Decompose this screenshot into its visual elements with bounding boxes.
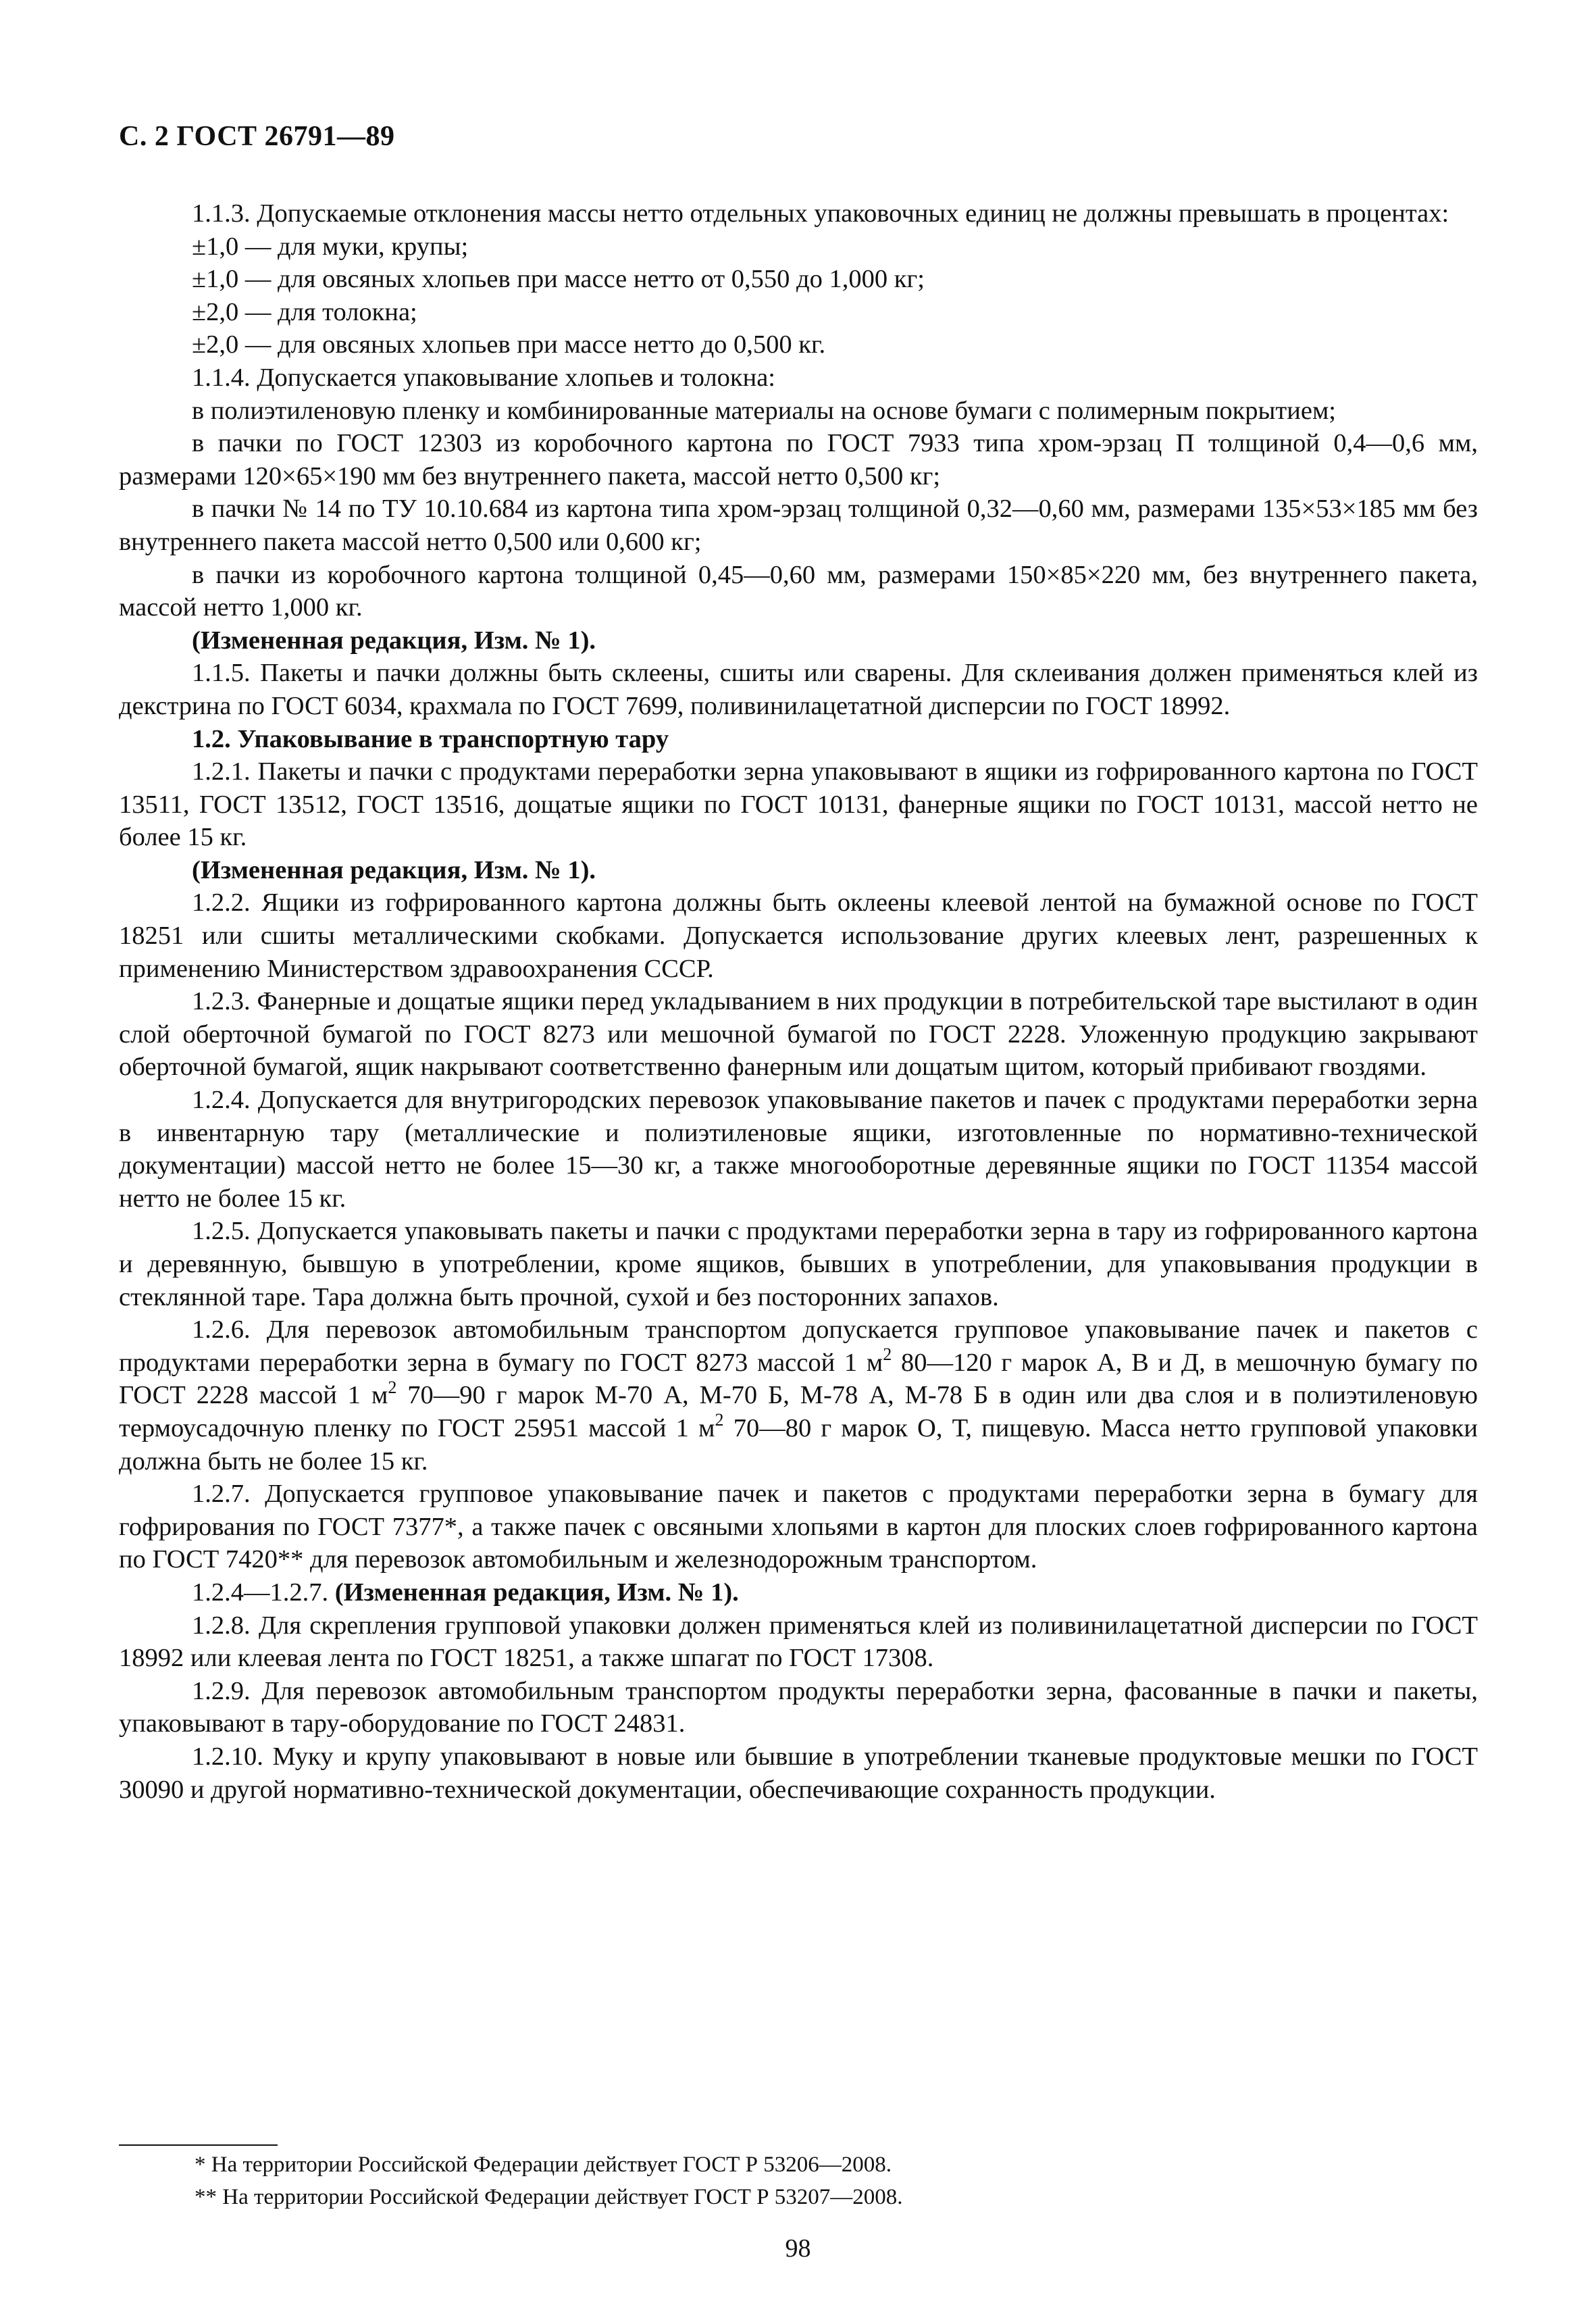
tolerance-oat-flakes-small: ±2,0 — для овсяных хлопьев при массе нетто до 0,500 кг. <box>192 330 826 359</box>
paragraph-1-2-2: 1.2.2. Ящики из гофрированного картона должны быть оклеены клеевой лентой на бумажной основе по ГОСТ 18251 или сшиты металлическими скобками. Допускается использование других клеевых лент, разрешенных к применению Министерством здравоохранения СССР. <box>119 888 1478 983</box>
page-header: С. 2 ГОСТ 26791—89 <box>119 121 395 152</box>
document-body <box>119 197 1478 1806</box>
paragraph-1-2-6: 1.2.6. Для перевозок автомобильным транспортом допускается групповое упаковывание пачек и пакетов с продуктами переработки зерна в бумагу по ГОСТ 8273 массой 1 $м^2$ 80—120 г марок А, В и Д, в мешочную бумагу по ГОСТ 2228 массой 1 $м^2$ 70—90 г марок М-70 А, М-70 Б, М-78 А, М-78 Б в один или два слоя и в полиэтиленовую термоусадочную пленку по ГОСТ 25951 массой 1 $м^2$ 70—80 г марок О, Т, пищевую. Масса нетто групповой упаковки должна быть не более 15 кг. <box>119 1315 1478 1476</box>
footnote-2: ** На территории Российской Федерации действует ГОСТ Р 53207—2008. <box>195 2185 903 2209</box>
paragraph-1-1-3: 1.1.3. Допускаемые отклонения массы нетто отдельных упаковочных единиц не должны превышать в процентах: <box>192 199 1449 228</box>
paragraph-1-1-4: 1.1.4. Допускается упаковывание хлопьев и толокна: <box>192 363 775 392</box>
amendment-note: (Измененная редакция, Изм. № 1). <box>192 626 596 655</box>
tolerance-flour: ±1,0 — для муки, крупы; <box>192 232 469 261</box>
paragraph-1-1-5: 1.1.5. Пакеты и пачки должны быть склеены, сшиты или сварены. Для склеивания должен применяться клей из декстрина по ГОСТ 6034, крахмала по ГОСТ 7699, поливинилацетатной дисперсии по ГОСТ 18992. <box>119 659 1478 720</box>
amendment-note: (Измененная редакция, Изм. № 1). <box>192 855 596 884</box>
paragraph-1-2-4: 1.2.4. Допускается для внутригородских перевозок упаковывание пакетов и пачек с продуктами переработки зерна в инвентарную тару (металлические и полиэтиленовые ящики, изготовленные по нормативно-технической документации) массой нетто не более 15—30 кг, а также многооборотные деревянные ящики по ГОСТ 11354 массой нетто не более 15 кг. <box>119 1086 1478 1213</box>
amendment-range-note: 1.2.4—1.2.7. (Измененная редакция, Изм. № 1). <box>192 1578 739 1607</box>
footnote-divider <box>119 2144 278 2146</box>
paragraph-1-2-3: 1.2.3. Фанерные и дощатые ящики перед укладыванием в них продукции в потребительской таре выстилают в один слой оберточной бумагой по ГОСТ 8273 или мешочной бумагой по ГОСТ 2228. Уложенную продукцию закрывают оберточной бумагой, ящик накрывают соответственно фанерным или дощатым щитом, который прибивают гвоздями. <box>119 987 1478 1082</box>
footnotes <box>195 2148 1478 2213</box>
paragraph-1-2-9: 1.2.9. Для перевозок автомобильным транспортом продукты переработки зерна, фасованные в пачки и пакеты, упаковывают в тару-оборудование по ГОСТ 24831. <box>119 1676 1478 1738</box>
paragraph-1-2-8: 1.2.8. Для скрепления групповой упаковки должен применяться клей из поливинилацетатной дисперсии по ГОСТ 18992 или клеевая лента по ГОСТ 18251, а также шпагат по ГОСТ 17308. <box>119 1611 1478 1673</box>
packaging-option-film: в полиэтиленовую пленку и комбинированные материалы на основе бумаги с полимерным покрытием; <box>192 396 1336 425</box>
tolerance-tolokno: ±2,0 — для толокна; <box>192 297 417 326</box>
paragraph-1-2-7: 1.2.7. Допускается групповое упаковывание пачек и пакетов с продуктами переработки зерна в бумагу для гофрирования по ГОСТ 7377*, а также пачек с овсяными хлопьями в картон для плоских слоев гофрированного картона по ГОСТ 7420** для перевозок автомобильным и железнодорожным транспортом. <box>119 1480 1478 1574</box>
paragraph-1-2-5: 1.2.5. Допускается упаковывать пакеты и пачки с продуктами переработки зерна в тару из гофрированного картона и деревянную, бывшую в употреблении, кроме ящиков, бывших в употреблении, для упаковывания продукции в стеклянной таре. Тара должна быть прочной, сухой и без посторонних запахов. <box>119 1217 1478 1311</box>
tolerance-oat-flakes-large: ±1,0 — для овсяных хлопьев при массе нетто от 0,550 до 1,000 кг; <box>192 265 925 294</box>
packaging-option-carton: в пачки из коробочного картона толщиной 0,45—0,60 мм, размерами 150×85×220 мм, без внутреннего пакета, массой нетто 1,000 кг. <box>119 560 1478 622</box>
page-number: 98 <box>785 2234 811 2263</box>
paragraph-1-2-1: 1.2.1. Пакеты и пачки с продуктами переработки зерна упаковывают в ящики из гофрированного картона по ГОСТ 13511, ГОСТ 13512, ГОСТ 13516, дощатые ящики по ГОСТ 10131, фанерные ящики по ГОСТ 10131, массой нетто не более 15 кг. <box>119 757 1478 852</box>
footnote-1: * На территории Российской Федерации действует ГОСТ Р 53206—2008. <box>195 2153 892 2177</box>
packaging-option-gost-12303: в пачки по ГОСТ 12303 из коробочного картона по ГОСТ 7933 типа хром-эрзац П толщиной 0,4—0,6 мм, размерами 120×65×190 мм без внутреннего пакета, массой нетто 0,500 кг; <box>119 429 1478 491</box>
paragraph-1-2-10: 1.2.10. Муку и крупу упаковывают в новые или бывшие в употреблении тканевые продуктовые мешки по ГОСТ 30090 и другой нормативно-технической документации, обеспечивающие сохранность продукции. <box>119 1742 1478 1804</box>
packaging-option-tu-14: в пачки № 14 по ТУ 10.10.684 из картона типа хром-эрзац толщиной 0,32—0,60 мм, размерами 135×53×185 мм без внутреннего пакета массой нетто 0,500 или 0,600 кг; <box>119 495 1478 556</box>
section-heading-1-2: 1.2. Упаковывание в транспортную тару <box>192 724 669 753</box>
